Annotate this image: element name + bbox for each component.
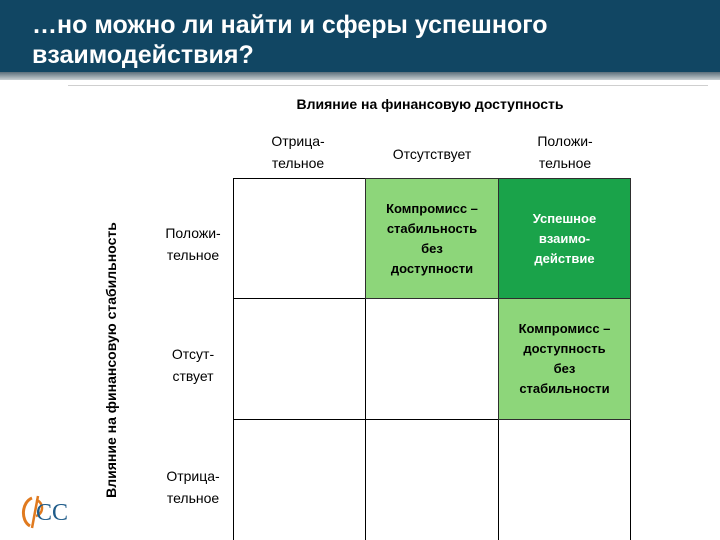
column-header-negative: Отрица- тельное (271, 133, 325, 171)
cell-tradeoff-access: Компромисс – доступность без стабильности (498, 298, 631, 420)
row-header-none: Отсут- ствует (171, 346, 215, 384)
column-header-none: Отсутствует (392, 146, 472, 162)
row-header-negative: Отрица- тельное (166, 468, 220, 506)
cell-tradeoff-stability: Компромисс – стабильность без доступности (365, 178, 499, 299)
matrix-grid (233, 178, 631, 540)
x-axis-title: Влияние на финансовую доступность (296, 96, 564, 112)
divider-line (68, 85, 708, 86)
title-bar (0, 0, 720, 79)
y-axis-title: Влияние на финансовую стабильность (103, 222, 119, 498)
title-bar-shadow (0, 72, 720, 80)
grid-line (233, 178, 234, 540)
slide-title: …но можно ли найти и сферы успешного взаимодействия? (32, 11, 548, 69)
cell-successful-interaction: Успешное взаимо- действие (498, 178, 631, 299)
row-header-positive: Положи- тельное (165, 225, 221, 263)
column-header-positive: Положи- тельное (537, 133, 593, 171)
logo-text: CC (36, 500, 69, 526)
